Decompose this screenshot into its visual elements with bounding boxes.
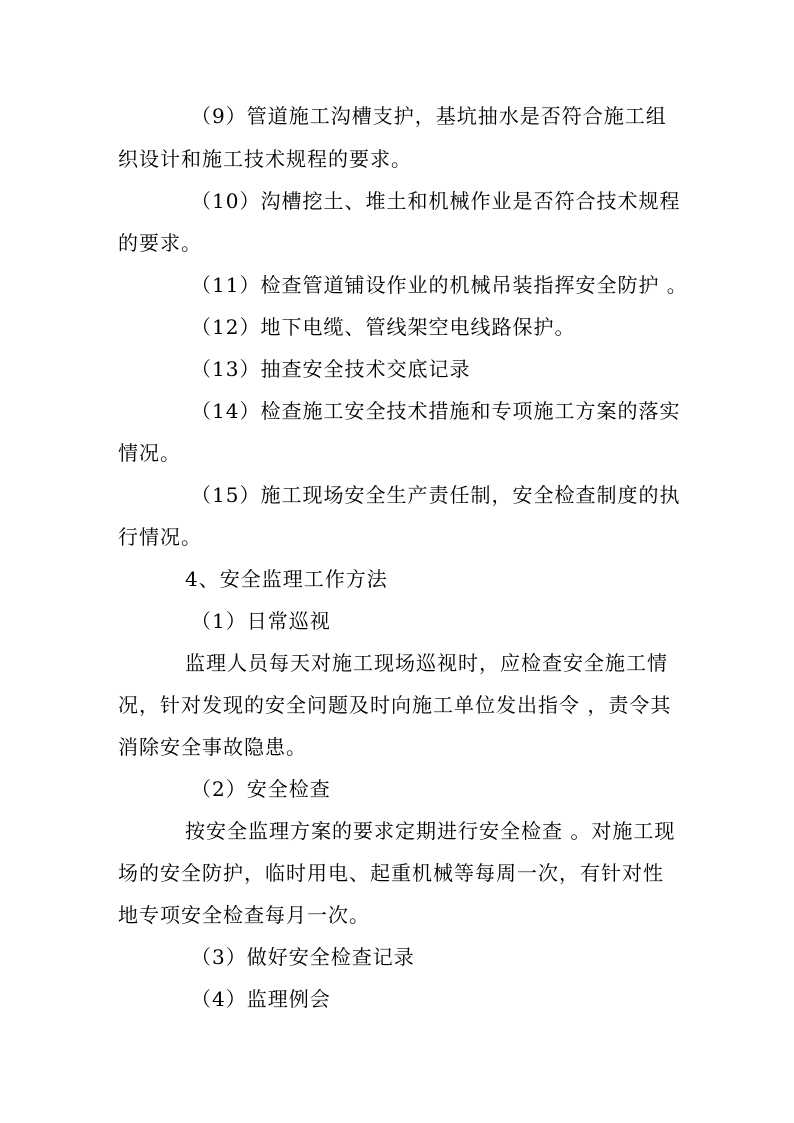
text-line-item-13: （13）抽查安全技术交底记录 <box>191 357 471 381</box>
text-line-item-15-cont: 行情况。 <box>118 525 202 549</box>
text-line-item-11: （11）检查管道铺设作业的机械吊装指挥安全防护 。 <box>191 273 688 297</box>
text-line-item-14-cont: 情况。 <box>118 441 181 465</box>
text-line-item-9: （9）管道施工沟槽支护，基坑抽水是否符合施工组 <box>191 104 667 128</box>
text-line-item-15: （15）施工现场安全生产责任制，安全检查制度的执 <box>191 483 681 507</box>
section-heading: 4、安全监理工作方法 <box>185 567 388 591</box>
paragraph-1-line-3: 消除安全事故隐患。 <box>118 735 307 759</box>
paragraph-2-line-1: 按安全监理方案的要求定期进行安全检查 。对施工现 <box>185 819 676 843</box>
subsection-heading-4: （4）监理例会 <box>191 987 331 1011</box>
text-line-item-9-cont: 织设计和施工技术规程的要求。 <box>118 147 412 171</box>
paragraph-2-line-2: 场的安全防护，临时用电、起重机械等每周一次，有针对性 <box>118 861 664 885</box>
subsection-heading-1: （1）日常巡视 <box>191 609 331 633</box>
text-line-item-12: （12）地下电缆、管线架空电线路保护。 <box>191 315 576 339</box>
text-line-item-10-cont: 的要求。 <box>118 231 202 255</box>
subsection-heading-3: （3）做好安全检查记录 <box>191 945 415 969</box>
text-line-item-10: （10）沟槽挖土、堆土和机械作业是否符合技术规程 <box>191 189 681 213</box>
paragraph-2-line-3: 地专项安全检查每月一次。 <box>118 903 370 927</box>
paragraph-1-line-2: 况，针对发现的安全问题及时向施工单位发出指令 ，责令其 <box>118 693 672 717</box>
paragraph-1-line-1: 监理人员每天对施工现场巡视时，应检查安全施工情 <box>185 651 668 675</box>
text-line-item-14: （14）检查施工安全技术措施和专项施工方案的落实 <box>191 399 681 423</box>
subsection-heading-2: （2）安全检查 <box>191 777 331 801</box>
